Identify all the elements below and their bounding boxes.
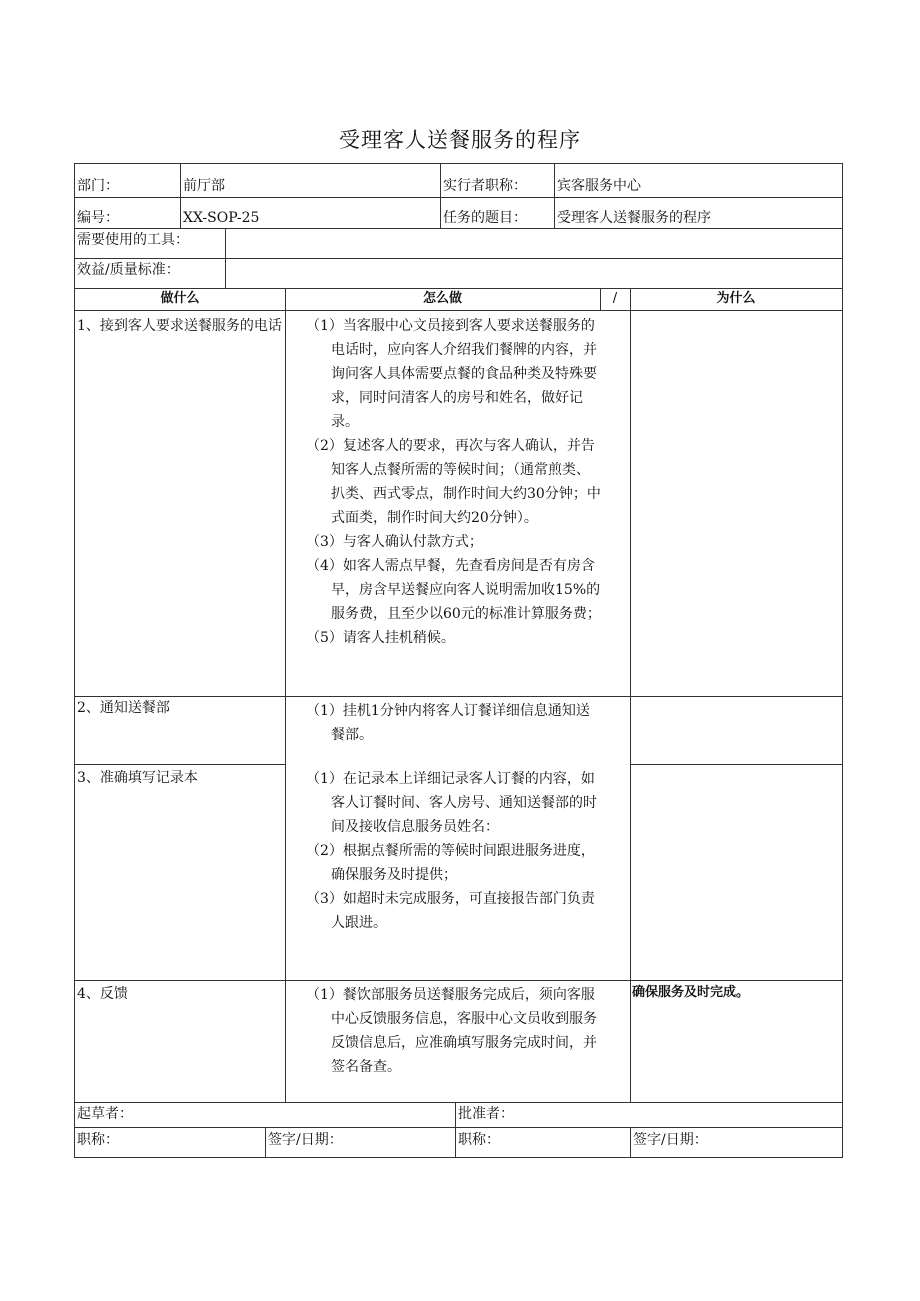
step-text: （5）请客人挂机稍候。 [306,630,455,646]
task-cell [77,696,282,720]
standard-label: 效益/质量标准： [77,262,180,278]
code-value: XX-SOP-25 [183,210,260,226]
approver-sign-label: 签字/日期： [633,1132,708,1148]
row-divider [75,1127,842,1128]
row-divider [75,310,842,311]
page-title: 受理客人送餐服务的程序 [339,128,581,152]
steps-cell [306,983,602,1079]
approver-label: 批准者： [458,1106,514,1122]
subject-label: 任务的题目： [443,210,527,226]
row-divider [75,197,842,198]
row-divider [75,288,842,289]
steps-cell [306,314,602,650]
step-text: （1）在记录本上详细记录客人订餐的内容，如客人订餐时间、客人房号、通知送餐部的时间及接收信息服务员姓名： [306,771,597,835]
task-text: 2、通知送餐部 [77,700,170,716]
dept-value: 前厅部 [183,178,225,194]
subject-value: 受理客人送餐服务的程序 [557,210,711,226]
col-divider [630,1127,631,1157]
task-text: 4、反馈 [77,986,128,1002]
row-divider [630,764,842,765]
col-divider [265,1127,266,1157]
row-divider [75,764,285,765]
step-text: （2）复述客人的要求，再次与客人确认，并告知客人点餐所需的等候时间；（通常煎类、扒类、西式零点，制作时间大约30分钟；中式面类，制作时间大约20分钟）。 [306,438,601,526]
col-divider [285,288,286,1102]
column-header-slash: / [612,291,618,306]
step-text: （1）当客服中心文员接到客人要求送餐服务的电话时，应向客人介绍我们餐牌的内容，并询问客人具体需要点餐的食品种类及特殊要求，同时问清客人的房号和姓名，做好记录。 [306,318,597,430]
column-header-how: 怎么做 [422,291,462,306]
col-divider [455,1102,456,1157]
task-cell [77,982,282,1006]
drafter-title-label: 职称： [77,1132,119,1148]
approver-title-label: 职称： [458,1132,500,1148]
row-divider [75,980,842,981]
column-header-what: 做什么 [160,291,200,306]
task-text: 3、准确填写记录本 [77,770,198,786]
row-divider [75,258,842,259]
role-label: 实行者职称： [443,178,527,194]
col-divider [225,228,226,288]
sop-form-table [74,163,843,1158]
step-text: （1）挂机1分钟内将客人订餐详细信息通知送餐部。 [306,703,590,743]
drafter-label: 起草者： [77,1106,133,1122]
task-cell [77,766,282,790]
row-divider [75,1102,842,1103]
task-cell [77,314,282,338]
step-text: （3）如超时未完成服务，可直接报告部门负责人跟进。 [306,891,595,931]
steps-cell [306,699,602,747]
why-text: 确保服务及时完成。 [632,985,750,1000]
step-text: （2）根据点餐所需的等候时间跟进服务进度，确保服务及时提供； [306,843,595,883]
code-label: 编号： [77,210,119,226]
step-text: （3）与客人确认付款方式； [306,534,483,550]
col-divider [180,164,181,228]
column-header-why: 为什么 [716,291,756,306]
col-divider [440,164,441,228]
step-text: （4）如客人需点早餐，先查看房间是否有房含早，房含早送餐应向客人说明需加收15%的服务费，且至少以60元的标准计算服务费； [306,558,601,622]
role-value: 宾客服务中心 [557,178,641,194]
drafter-sign-label: 签字/日期： [268,1132,343,1148]
col-divider [554,164,555,228]
steps-cell [306,767,602,935]
task-text: 1、接到客人要求送餐服务的电话 [77,318,282,334]
dept-label: 部门： [77,178,119,194]
tools-label: 需要使用的工具： [77,232,189,248]
col-divider [630,288,631,1102]
step-text: （1）餐饮部服务员送餐服务完成后，须向客服中心反馈服务信息，客服中心文员收到服务反馈信息后，应准确填写服务完成时间，并签名备查。 [306,987,597,1075]
row-divider [75,228,842,229]
